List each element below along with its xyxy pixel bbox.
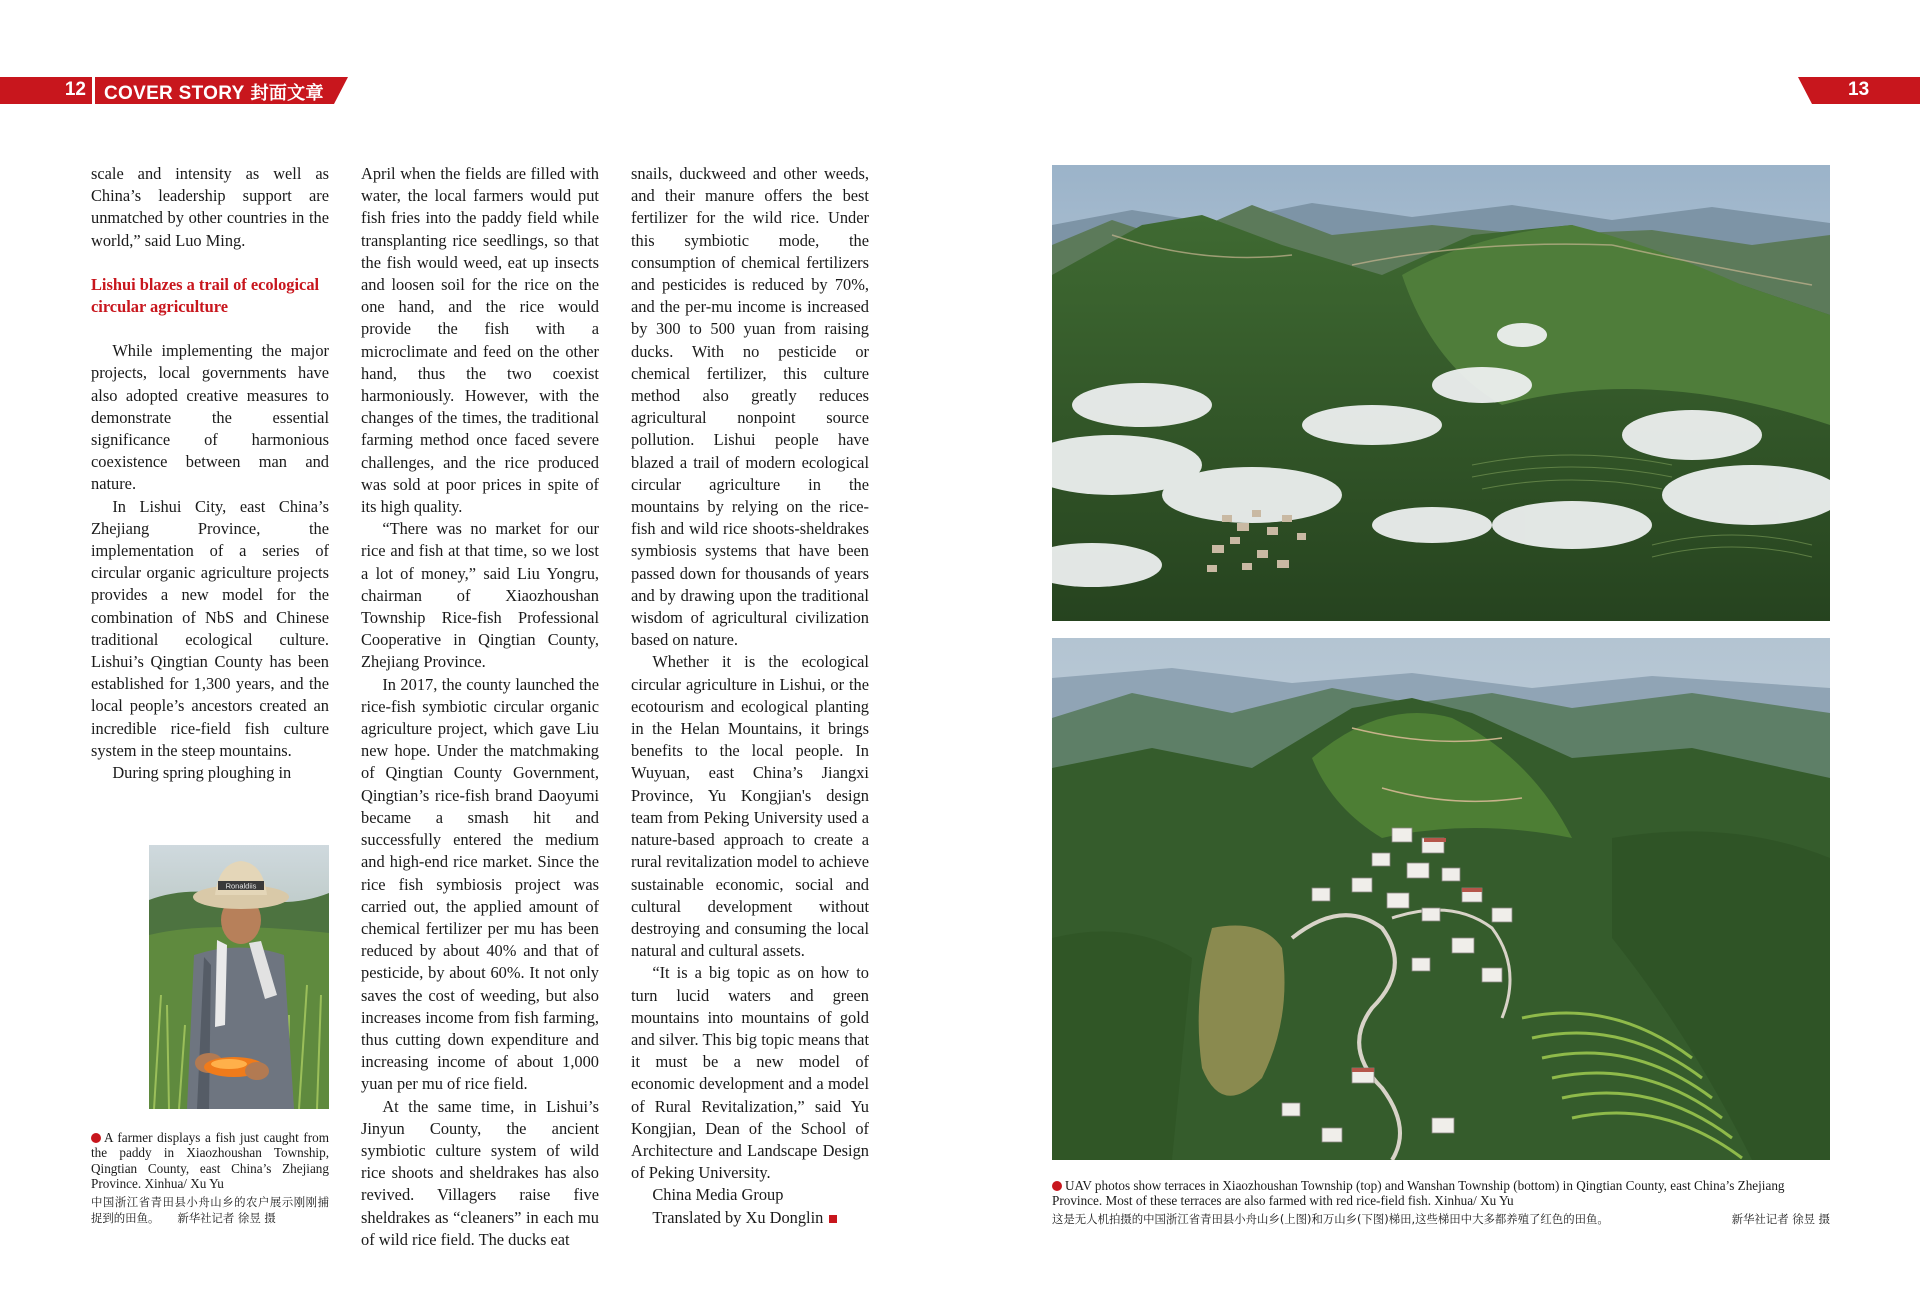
farmer-photo-caption: [91, 1130, 329, 1226]
byline-translator: Translated by Xu Donglin: [631, 1207, 869, 1229]
paragraph: snails, duckweed and other weeds, and their manure offers the best fertilizer for the wild rice. Under this symbiotic mode, the consumption of chemical fertilizers and pesticides is reduced by 70%, and the per-mu income is increased by 300 to 500 yuan from raising ducks. With no pesticide or chemical fertilizer, this culture method also greatly reduces agricultural nonpoint source pollution. Lishui people have blazed a trail of modern ecological circular agriculture in the mountains by relying on the rice-fish and wild rice shoots-sheldrakes symbiosis systems that have been passed down for thousands of years and by drawing upon the traditional wisdom of agricultural civilization based on nature.: [631, 164, 869, 650]
header-corner: [1798, 77, 1812, 104]
farmer-photo: [149, 845, 329, 1109]
paragraph: In 2017, the county launched the rice-fish symbiotic circular organic agriculture project, which gave Liu new hope. Under the matchmaking of Qingtian County Government, Qingtian’s rice-fish brand Daoyumi became a smash hit and successfully entered the medium and high-end rice market. Since the rice fish symbiosis project was carried out, the applied amount of chemical fertilizer per mu has been reduced by about 40% and that of pesticide, by about 60%. It not only saves the cost of weeding, but also increases income from fish farming, thus cutting down expenditure and increasing income of about 1,000 yuan per mu of rice field.: [361, 674, 599, 1094]
right-page-number: 13: [1848, 79, 1870, 100]
caption-bullet-icon: [1052, 1181, 1062, 1191]
header-corner: [334, 77, 348, 104]
paragraph: At the same time, in Lishui’s Jinyun County, the ancient symbiotic culture system of wild rice shoots and sheldrakes has also revived. Villagers raise five sheldrakes as “cleaners” in each mu of wild rice field. The ducks eat: [361, 1096, 599, 1249]
byline-source: China Media Group: [652, 1185, 784, 1205]
end-mark-icon: [829, 1215, 837, 1223]
caption-cn: 中国浙江省青田县小舟山乡的农户展示刚刚捕捉到的田鱼。 新华社记者 徐昱 摄: [91, 1194, 329, 1225]
article-column-3: [631, 163, 869, 1229]
hat-label: Ronaldiis: [225, 881, 257, 891]
left-header-bar: [0, 77, 334, 104]
right-header-bar: [1812, 77, 1920, 104]
aerial-photos-caption: [1052, 1178, 1830, 1227]
paragraph: “There was no market for our rice and fish at that time, so we lost a lot of money,” said Liu Yongru, chairman of Xiaozhoushan Township Rice-fish Professional Cooperative in Qingtian County, Zhejiang Province.: [361, 519, 599, 672]
article-column-1: [91, 163, 329, 784]
paragraph: Whether it is the ecological circular agriculture in Lishui, or the ecotourism and ecological planting in the Helan Mountains, it brings benefits to the local people. In Wuyuan, east China’s Jiangxi Province, Yu Kongjian's design team from Peking University used a nature-based approach to create a rural revitalization model to achieve sustainable economic, social and cultural development without destroying and consuming the local natural and cultural assets.: [631, 652, 869, 961]
section-subhead: Lishui blazes a trail of ecological circular agriculture: [91, 274, 320, 317]
paragraph: scale and intensity as well as China’s leadership support are unmatched by other countries in the world,” said Luo Ming.: [91, 164, 329, 250]
aerial-photo-wanshan: [1052, 638, 1830, 1160]
section-title: COVER STORY 封面文章: [104, 83, 324, 104]
paragraph: While implementing the major projects, local governments have also adopted creative measures to demonstrate the essential significance of harmonious coexistence between man and nature.: [91, 341, 329, 494]
section-title-cn: 封面文章: [250, 83, 324, 104]
caption-en: UAV photos show terraces in Xiaozhoushan Township (top) and Wanshan Township (bottom) in Qingtian County, east China’s Zhejiang Province. Most of these terraces are also farmed with red rice-field fish. Xinhua/ Xu Yu: [1052, 1178, 1785, 1209]
paragraph: April when the fields are filled with water, the local farmers would put fish fries into the paddy field while transplanting rice seedlings, so that the fish would weed, eat up insects and loosen soil for the rice on the one hand, and the rice would provide the fish with a microclimate and feed on the other hand, thus the two coexist harmoniously. However, with the changes of the times, the traditional farming method once faced severe challenges, and the rice produced was sold at poor prices in spite of its high quality.: [361, 164, 599, 517]
paragraph: During spring ploughing in: [112, 763, 292, 783]
header-divider: [92, 77, 95, 104]
caption-en: A farmer displays a fish just caught from the paddy in Xiaozhoushan Township, Qingtian County, east China’s Zhejiang Province. Xinhua/ Xu Yu: [91, 1130, 329, 1192]
caption-bullet-icon: [91, 1133, 101, 1143]
caption-credit: 新华社记者 徐昱 摄: [1731, 1211, 1830, 1226]
article-column-2: [361, 163, 599, 1251]
aerial-photo-xiaozhoushan: [1052, 165, 1830, 621]
paragraph: “It is a big topic as on how to turn lucid waters and green mountains into mountains of gold and silver. This big topic means that it must be a new model of economic development and a model of Rural Revitalization,” said Yu Kongjian, Dean of the School of Architecture and Landscape Design of Peking University.: [631, 963, 869, 1183]
paragraph: In Lishui City, east China’s Zhejiang Province, the implementation of a series of circular organic agriculture projects provides a new model for the combination of NbS and Chinese traditional ecological culture. Lishui’s Qingtian County has been established for 1,300 years, and the local people’s ancestors created an incredible rice-field fish culture system in the steep mountains.: [91, 496, 329, 760]
caption-cn: 这是无人机拍摄的中国浙江省青田县小舟山乡(上图)和万山乡(下图)梯田,这些梯田中大多都养殖了红色的田鱼。 新华社记者 徐昱 摄: [1052, 1211, 1830, 1226]
left-page-number: 12: [64, 79, 86, 100]
caption-credit: 新华社记者 徐昱 摄: [177, 1210, 276, 1225]
